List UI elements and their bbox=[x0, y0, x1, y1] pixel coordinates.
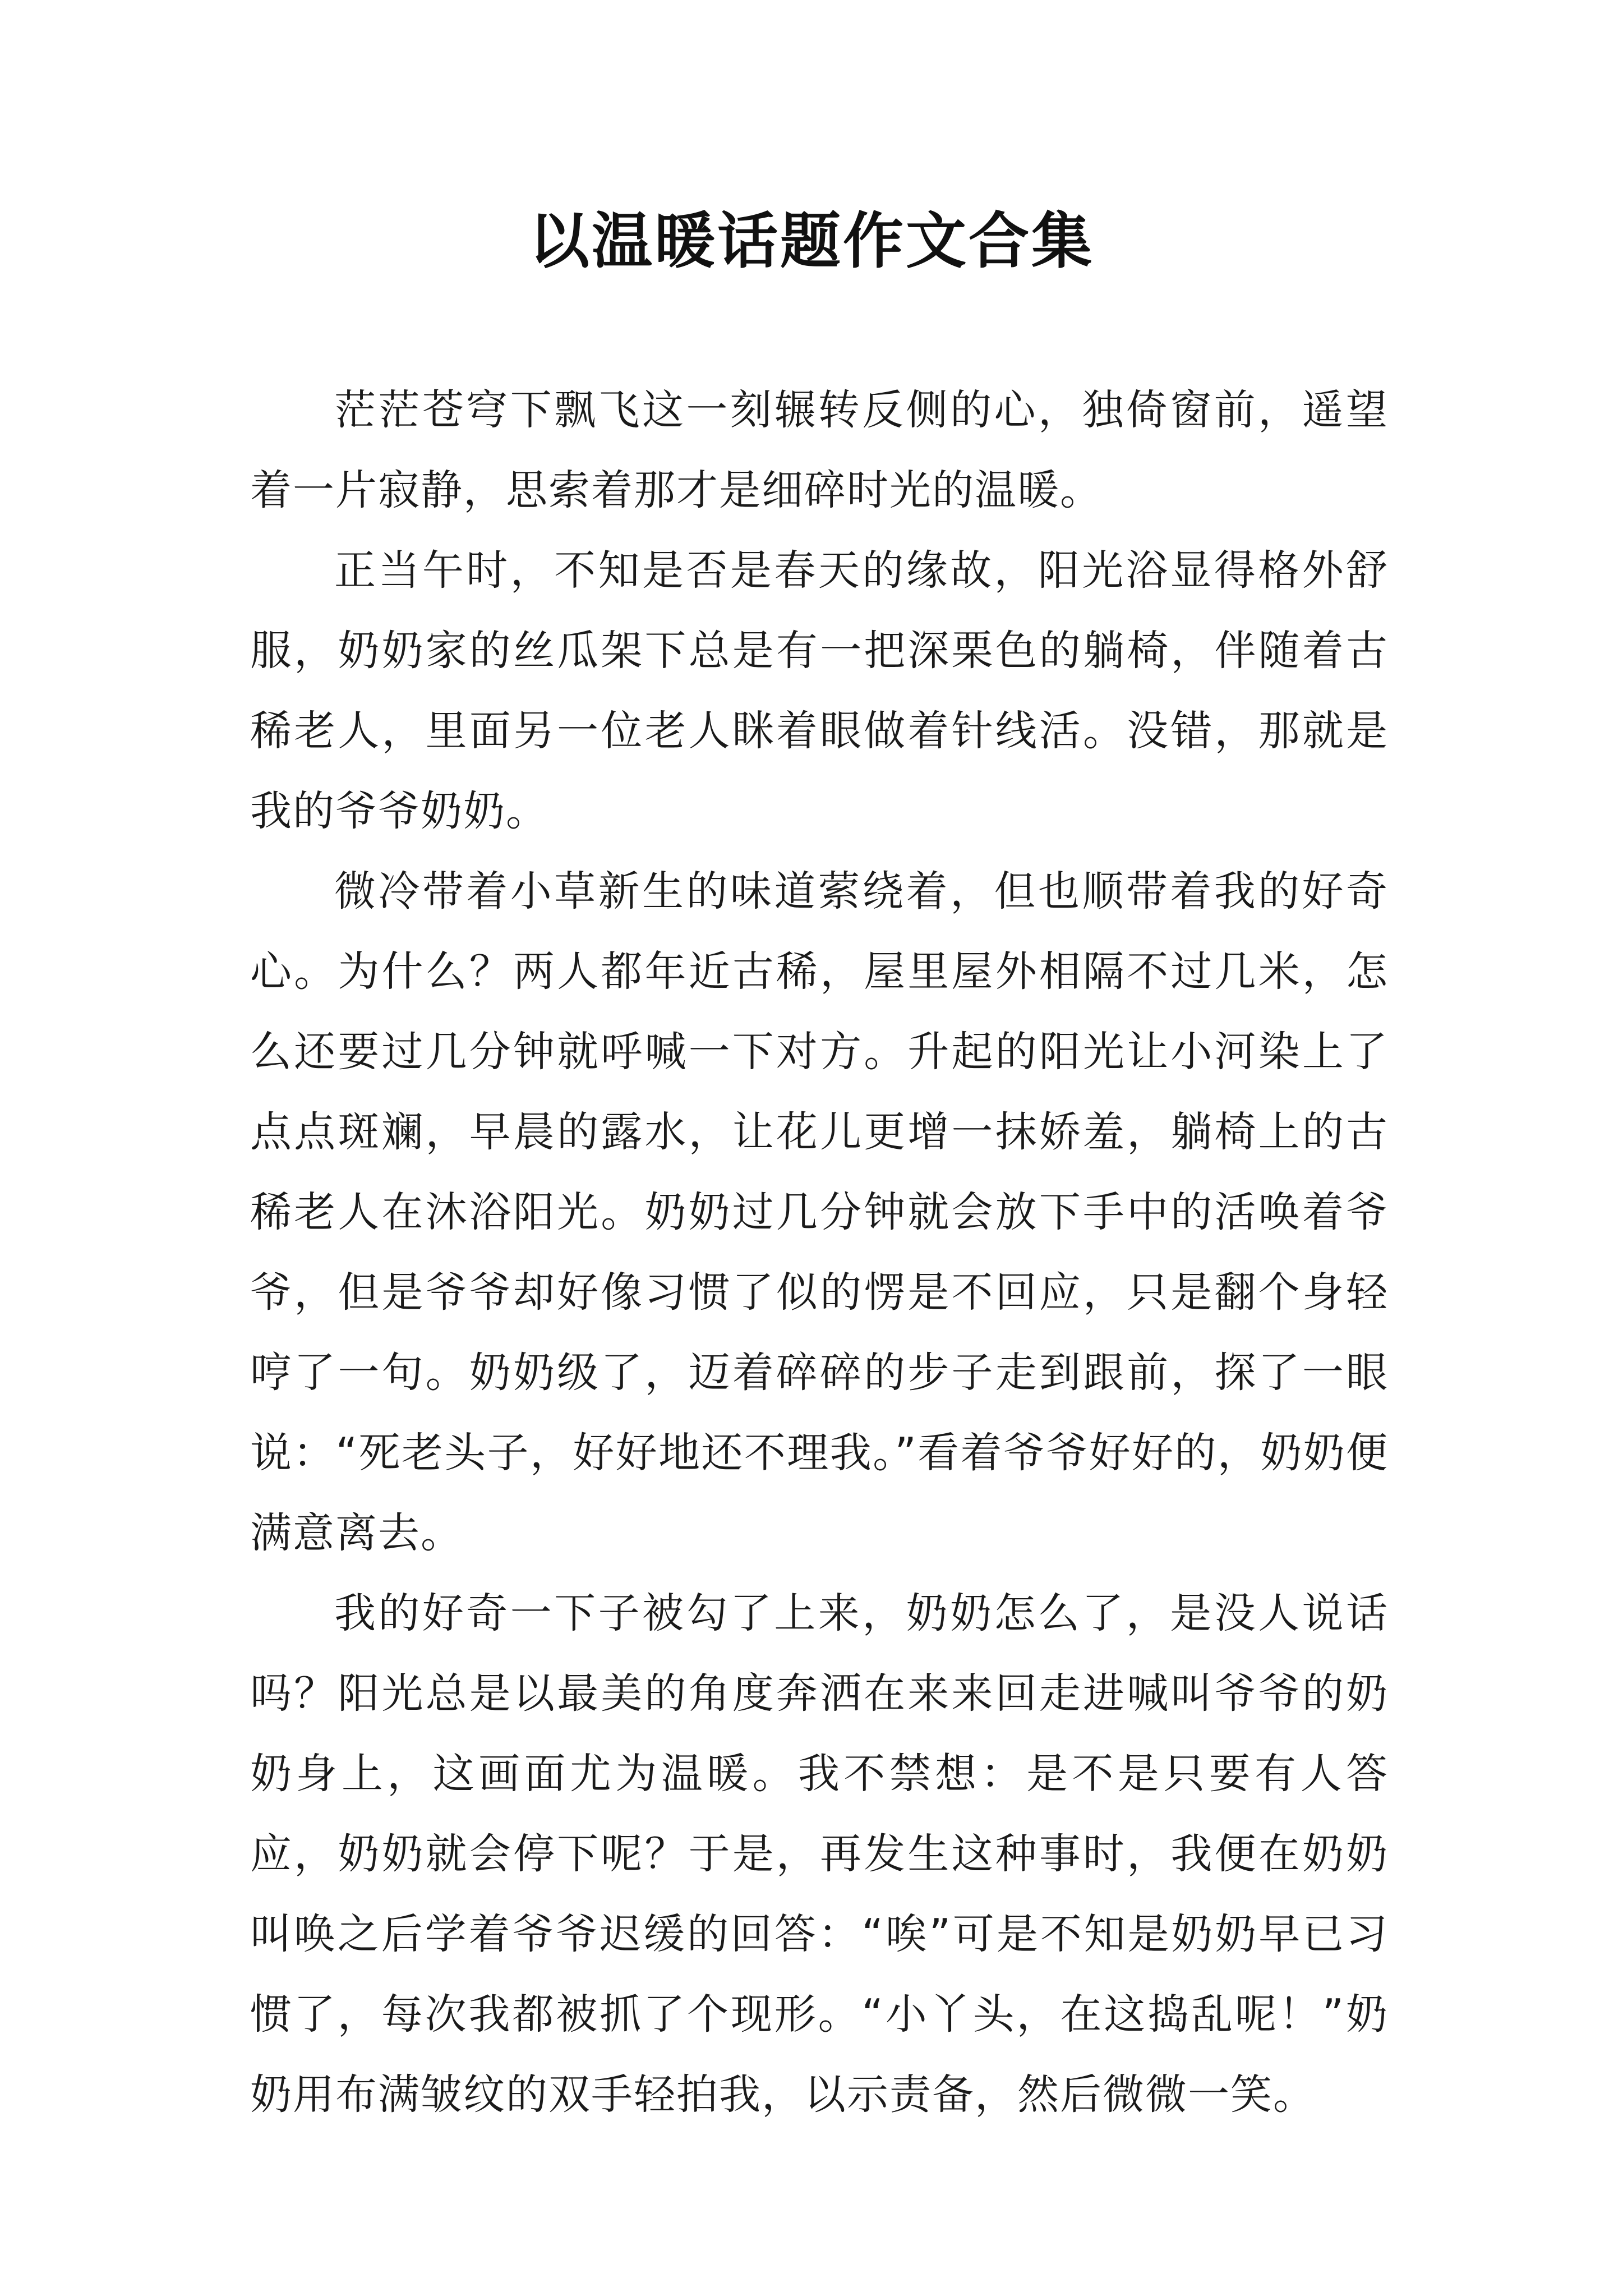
paragraph: 正当午时，不知是否是春天的缘故，阳光浴显得格外舒服，奶奶家的丝瓜架下总是有一把深栗色的躺椅，伴随着古稀老人，里面另一位老人眯着眼做着针线活。没错，那就是我的爷爷奶奶。 bbox=[250, 546, 1389, 835]
document-body bbox=[250, 370, 1389, 2135]
paragraph: 我的好奇一下子被勾了上来，奶奶怎么了，是没人说话吗？阳光总是以最美的角度奔洒在来来回走进喊叫爷爷的奶奶身上，这画面尤为温暖。我不禁想：是不是只要有人答应，奶奶就会停下呢？于是，再发生这种事时，我便在奶奶叫唤之后学着爷爷迟缓的回答：“唉”可是不知是奶奶早已习惯了，每次我都被抓了个现形。“小丫头，在这捣乱呢！”奶奶用布满皱纹的双手轻拍我，以示责备，然后微微一笑。 bbox=[250, 1589, 1389, 2119]
paragraph: 微冷带着小草新生的味道萦绕着，但也顺带着我的好奇心。为什么？两人都年近古稀，屋里屋外相隔不过几米，怎么还要过几分钟就呼喊一下对方。升起的阳光让小河染上了点点斑斓，早晨的露水，让花儿更增一抹娇羞，躺椅上的古稀老人在沐浴阳光。奶奶过几分钟就会放下手中的活唤着爷爷，但是爷爷却好像习惯了似的愣是不回应，只是翻个身轻哼了一句。奶奶级了，迈着碎碎的步子走到跟前，探了一眼说：“死老头子，好好地还不理我。”看着爷爷好好的，奶奶便满意离去。 bbox=[250, 867, 1389, 1557]
paragraph: 茫茫苍穹下飘飞这一刻辗转反侧的心，独倚窗前，遥望着一片寂静，思索着那才是细碎时光的温暖。 bbox=[250, 386, 1389, 514]
document-title: 以温暖话题作文合集 bbox=[528, 206, 1094, 277]
